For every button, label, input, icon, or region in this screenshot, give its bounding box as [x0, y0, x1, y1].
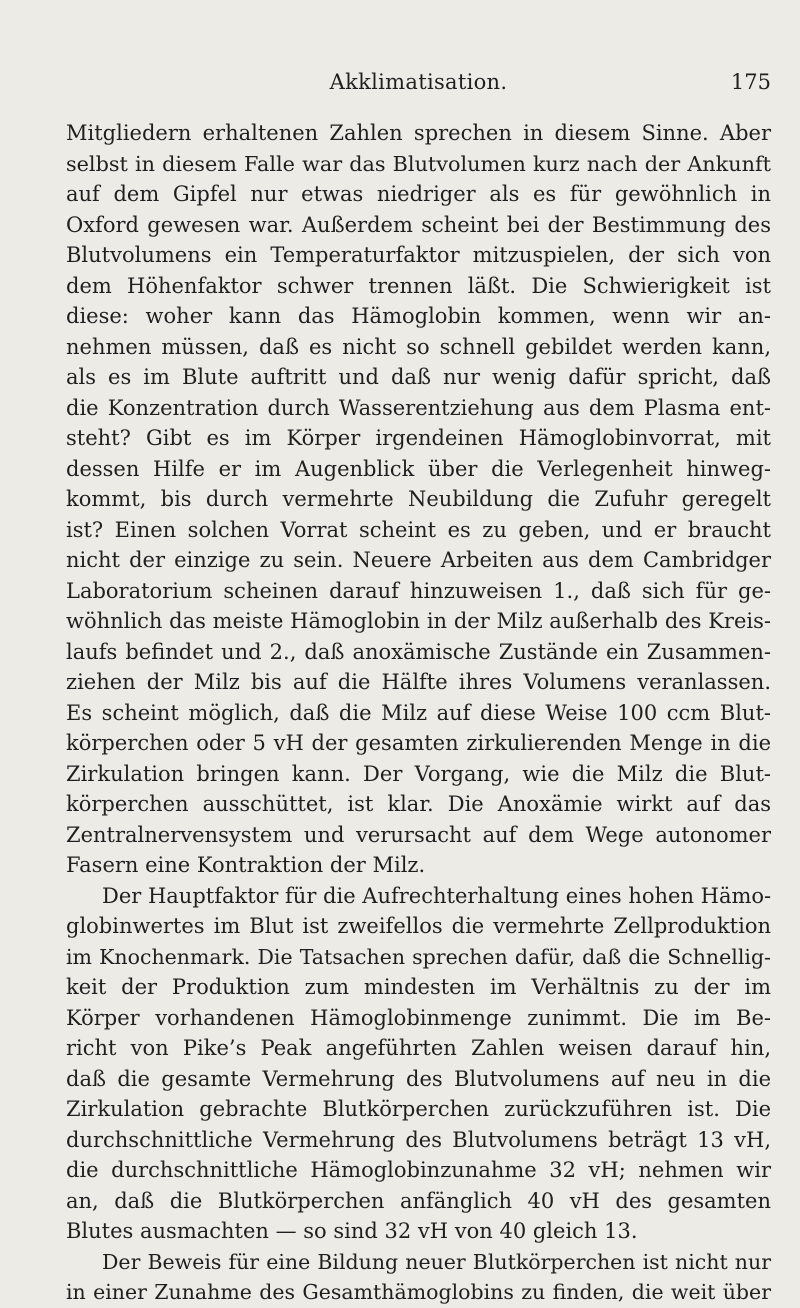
text-line: dessen Hilfe er im Augenblick über die Verlegenheit hinweg- — [66, 456, 771, 481]
paragraph — [66, 118, 771, 881]
text-line: daß die gesamte Vermehrung des Blutvolumens auf neu in die — [66, 1066, 771, 1091]
text-line: Der Beweis für eine Bildung neuer Blutkörperchen ist nicht nur — [102, 1249, 771, 1274]
text-line: in einer Zunahme des Gesamthämoglobins zu finden, die weit über — [66, 1280, 771, 1304]
text-line: Zirkulation gebrachte Blutkörperchen zurückzuführen ist. Die — [66, 1097, 771, 1121]
text-line: durchschnittliche Vermehrung des Blutvolumens beträgt 13 vH, — [66, 1127, 771, 1152]
text-line: die durchschnittliche Hämoglobinzunahme 32 vH; nehmen wir — [66, 1158, 771, 1182]
text-line: nicht der einzige zu sein. Neuere Arbeiten aus dem Cambridger — [66, 548, 771, 572]
text-line: Körper vorhandenen Hämoglobinmenge zunimmt. Die im Be- — [66, 1005, 771, 1030]
text-line: Es scheint möglich, daß die Milz auf diese Weise 100 ccm Blut- — [66, 700, 771, 725]
text-line: die Konzentration durch Wasserentziehung aus dem Plasma ent- — [66, 395, 771, 420]
text-line: im Knochenmark. Die Tatsachen sprechen dafür, daß die Schnellig- — [66, 944, 771, 969]
text-line: körperchen oder 5 vH der gesamten zirkulierenden Menge in die — [66, 731, 771, 755]
text-line: selbst in diesem Falle war das Blutvolumen kurz nach der Ankunft — [66, 151, 771, 176]
paragraph — [66, 1247, 771, 1308]
text-line: ist? Einen solchen Vorrat scheint es zu geben, und er braucht — [66, 517, 771, 542]
text-line: diese: woher kann das Hämoglobin kommen, wenn wir an- — [66, 304, 771, 328]
text-line: globinwertes im Blut ist zweifellos die vermehrte Zellproduktion — [66, 914, 771, 938]
paragraph — [66, 881, 771, 1247]
text-line: Fasern eine Kontraktion der Milz. — [66, 853, 426, 877]
text-line: ziehen der Milz bis auf die Hälfte ihres Volumens veranlassen. — [66, 670, 771, 694]
text-line: körperchen ausschüttet, ist klar. Die Anoxämie wirkt auf das — [66, 792, 771, 816]
text-line: Der Hauptfaktor für die Aufrechterhaltung eines hohen Hämo- — [102, 883, 772, 908]
text-line: Blutvolumens ein Temperaturfaktor mitzuspielen, der sich von — [66, 243, 771, 267]
text-line: keit der Produktion zum mindesten im Verhältnis zu der im — [66, 975, 771, 999]
text-line: Blutes ausmachten — so sind 32 vH von 40 gleich 13. — [66, 1219, 638, 1243]
text-line: auf dem Gipfel nur etwas niedriger als es für gewöhnlich in — [66, 182, 771, 206]
text-line: Oxford gewesen war. Außerdem scheint bei der Bestimmung des — [66, 212, 771, 237]
text-line: wöhnlich das meiste Hämoglobin in der Milz außerhalb des Kreis- — [66, 609, 771, 633]
text-line: Zirkulation bringen kann. Der Vorgang, wie die Milz die Blut- — [66, 761, 771, 786]
text-line: kommt, bis durch vermehrte Neubildung die Zufuhr geregelt — [66, 487, 771, 511]
text-line: laufs befindet und 2., daß anoxämische Zustände ein Zusammen- — [66, 639, 771, 664]
text-line: richt von Pike’s Peak angeführten Zahlen weisen darauf hin, — [66, 1036, 771, 1060]
running-head — [66, 70, 771, 102]
chapter-title: Akklimatisation. — [329, 70, 508, 94]
page-number: 175 — [730, 70, 771, 94]
text-line: Zentralnervensystem und verursacht auf dem Wege autonomer — [66, 822, 771, 847]
text-line: dem Höhenfaktor schwer trennen läßt. Die Schwierigkeit ist — [66, 273, 771, 298]
text-line: an, daß die Blutkörperchen anfänglich 40 vH des gesamten — [66, 1188, 771, 1213]
text-line: Laboratorium scheinen darauf hinzuweisen 1., daß sich für ge- — [66, 578, 771, 603]
text-line: steht? Gibt es im Körper irgendeinen Hämoglobinvorrat, mit — [66, 426, 771, 450]
text-line: als es im Blute auftritt und daß nur wenig dafür spricht, daß — [66, 365, 771, 389]
text-line: Mitgliedern erhaltenen Zahlen sprechen in diesem Sinne. Aber — [66, 121, 771, 145]
text-line: nehmen müssen, daß es nicht so schnell gebildet werden kann, — [66, 334, 771, 359]
body-text — [66, 118, 771, 1308]
